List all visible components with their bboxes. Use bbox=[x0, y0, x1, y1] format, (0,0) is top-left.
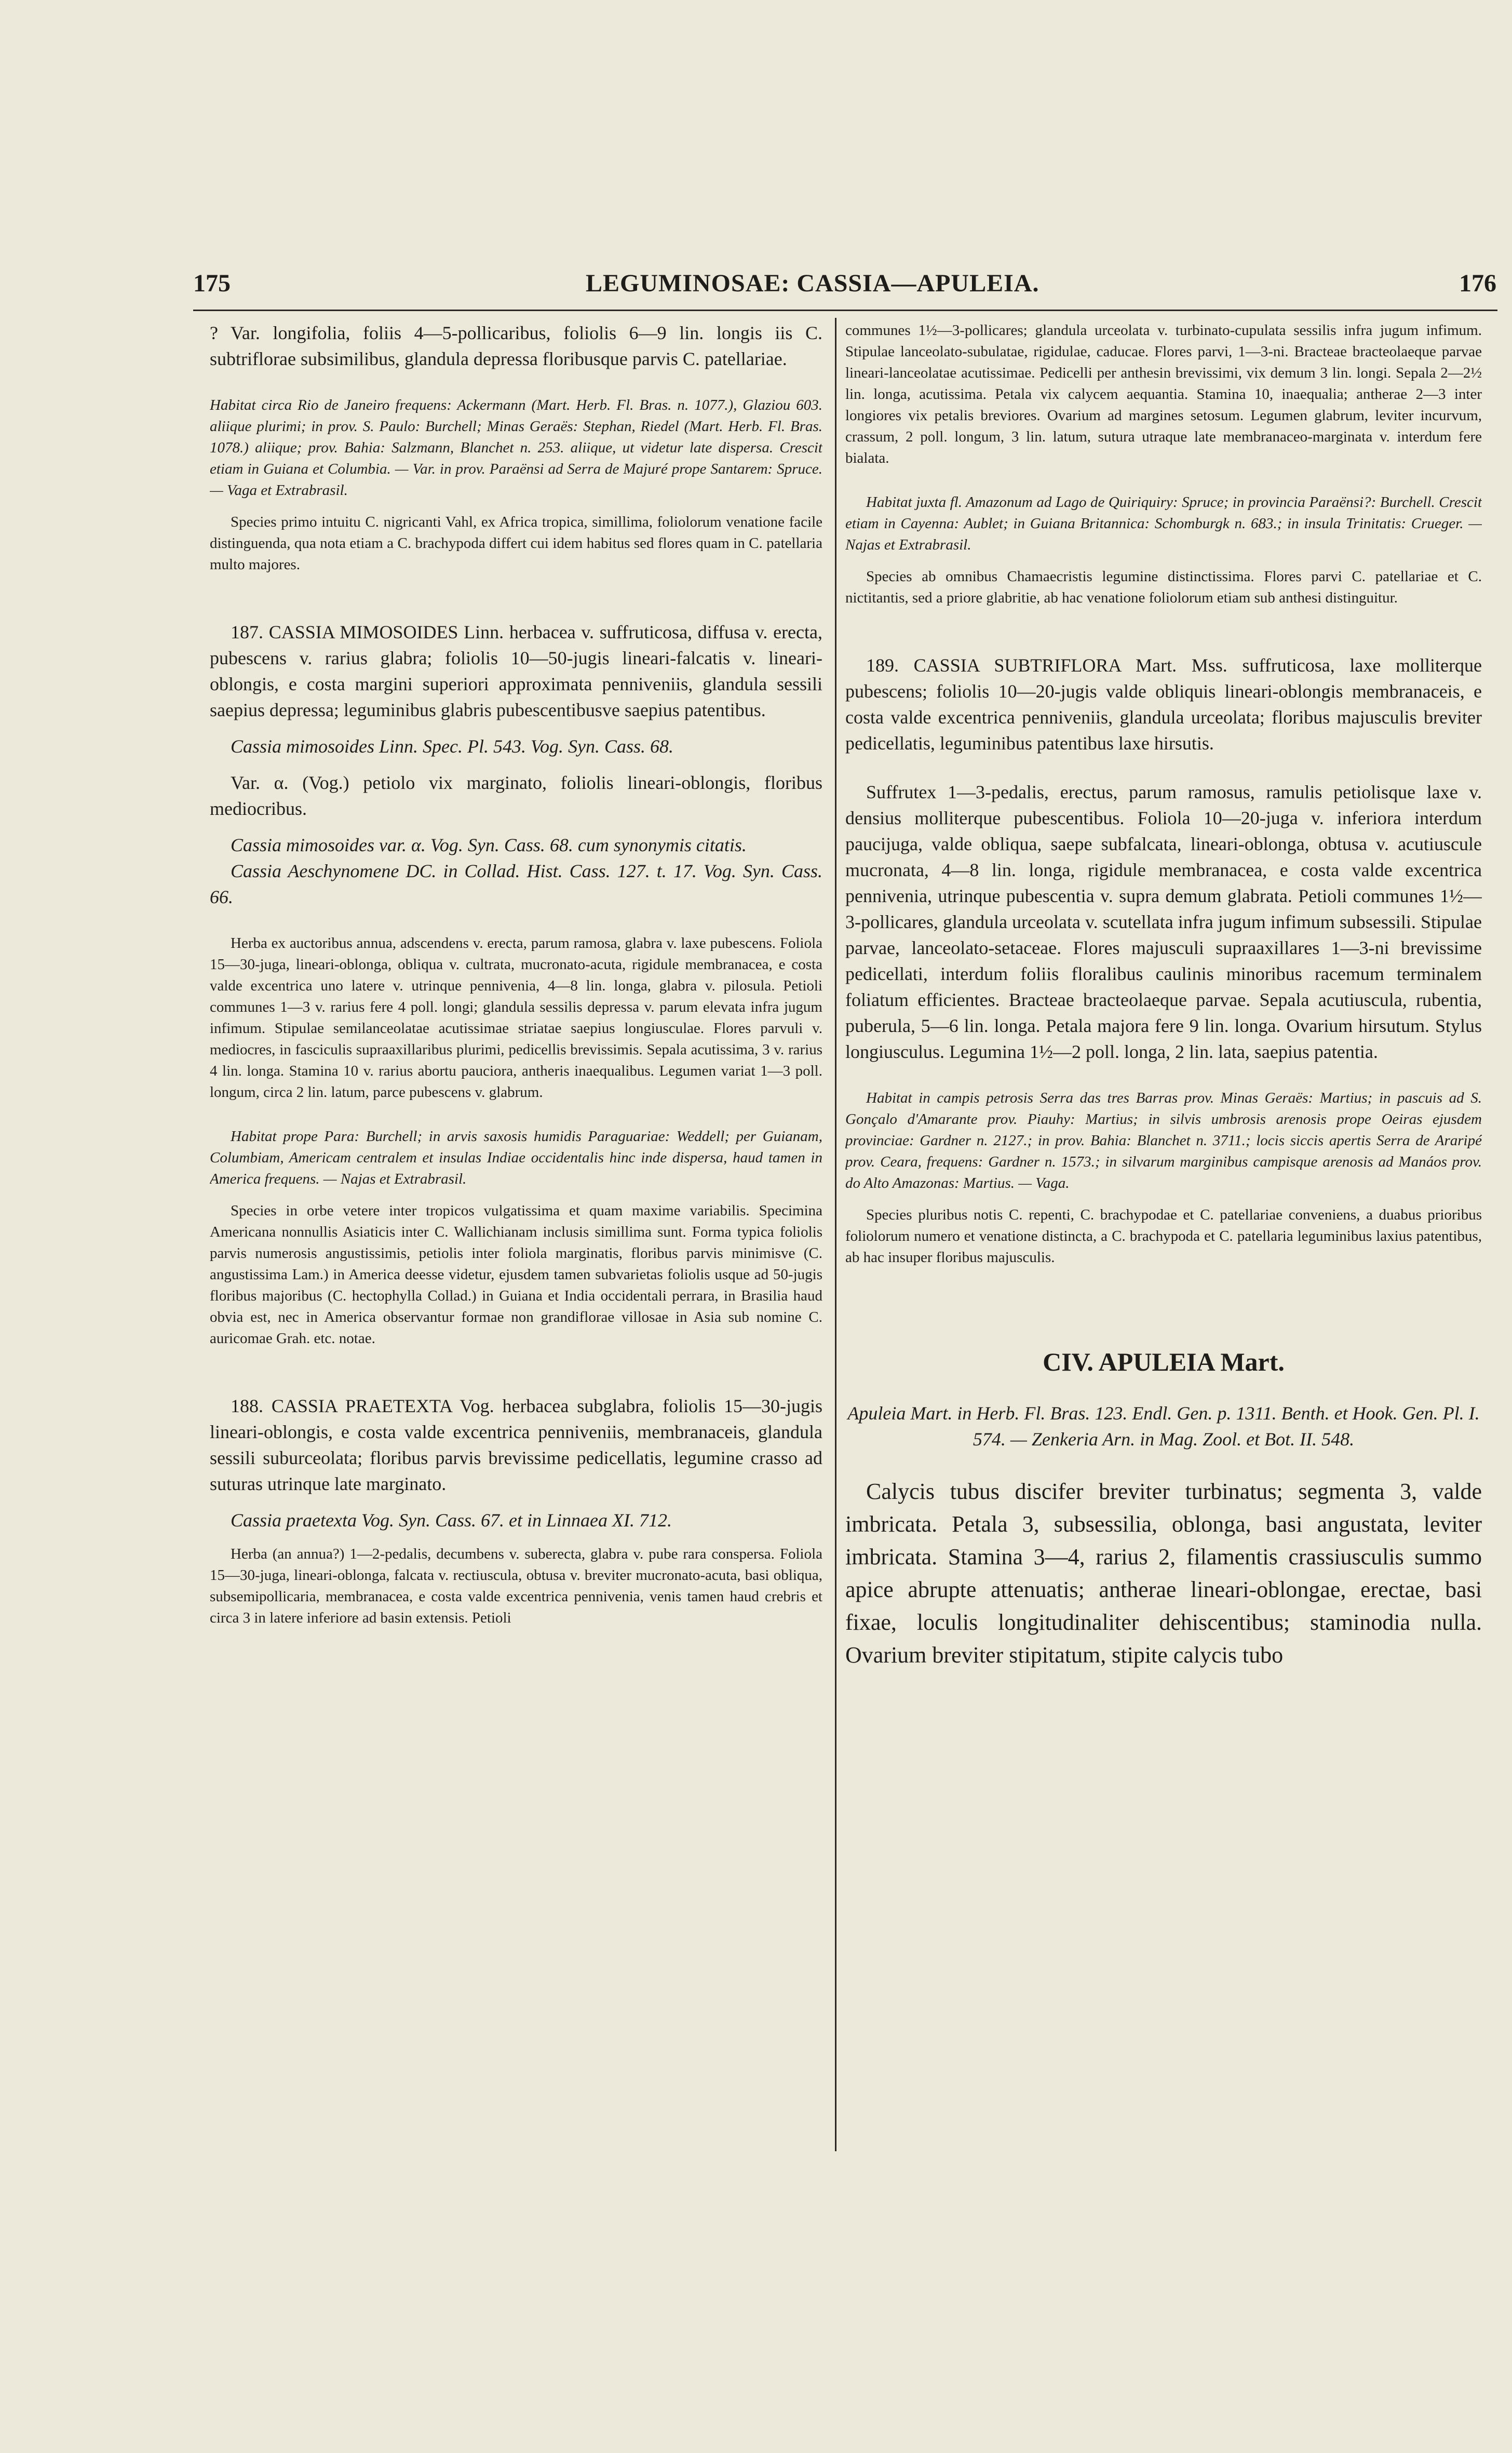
habitat-paragraph: Habitat prope Para: Burchell; in arvis saxosis humidis Paraguariae: Weddell; per Guianam, Columbiam, Americam centralem et insulas Indiae occidentalis hinc inde dispersa, haud tamen in America frequens. — Najas et Extrabrasil. bbox=[210, 1128, 822, 1187]
species-187-heading: 187. CASSIA MIMOSOIDES Linn. herbacea v. suffruticosa, diffusa v. erecta, pubescens v. rarius glabra; foliolis 10—50-jugis lineari-falcatis v. lineari-oblongis, e costa margini superiori approximata penniveniis, glandula sessili saepius depressa; leguminibus glabris pubescentibusve saepius patentibus. bbox=[210, 622, 822, 720]
variety-longifolia: ? Var. longifolia, foliis 4—5-pollicaribus, foliolis 6—9 lin. longis iis C. subtriflorae subsimilibus, glandula depressa floribusque parvis C. patellariae. bbox=[210, 323, 822, 369]
synonym-line: Cassia mimosoides Linn. Spec. Pl. 543. Vog. Syn. Cass. 68. bbox=[231, 736, 674, 757]
habitat-paragraph: Habitat in campis petrosis Serra das tres Barras prov. Minas Geraës: Martius; in pascuis ad S. Gonçalo d'Amarante prov. Piauhy: Martius; in silvis umbrosis arenosis prope Oeiras ejusdem provinciae: Gardner n. 2127.; in prov. Bahia: Blanchet n. 3711.; locis siccis apertis Serra de Araripé prov. Ceara, frequens: Gardner n. 1573.; in silvarum marginibus campisque arenosis ad Manáos prov. do Alto Amazonas: Martius. — Vaga. bbox=[845, 1090, 1482, 1191]
synonym-line: Cassia Aeschynomene DC. in Collad. Hist. Cass. 127. t. 17. Vog. Syn. Cass. 66. bbox=[210, 861, 822, 907]
note-paragraph: Species pluribus notis C. repenti, C. brachypodae et C. patellariae conveniens, a duabus prioribus foliolorum numero et venatione distincta, a C. brachypoda et C. patellaria leguminibus laxius patentibus, ab hac insuper floribus majusculis. bbox=[845, 1207, 1482, 1266]
column-divider bbox=[835, 318, 836, 2151]
synonym-line: Cassia praetexta Vog. Syn. Cass. 67. et in Linnaea XI. 712. bbox=[231, 1510, 672, 1531]
species-189-heading: 189. CASSIA SUBTRIFLORA Mart. Mss. suffruticosa, laxe molliterque pubescens; foliolis 10—20-jugis valde obliquis lineari-oblongis membranaceis, e costa valde excentrica penniveniis, glandula urceolata; floribus majusculis breviter pedicellatis, leguminibus patentibus laxe hirsutis. bbox=[845, 655, 1482, 754]
species-188-heading: 188. CASSIA PRAETEXTA Vog. herbacea subglabra, foliolis 15—30-jugis lineari-oblongis, e costa valde excentrica penniveniis, membranaceis, glandula sessili suburceolata; floribus parvis brevissime pedicellatis, legumine crasso ad suturas utrinque late marginato. bbox=[210, 1396, 822, 1494]
genus-description: Calycis tubus discifer breviter turbinatus; segmenta 3, valde imbricata. Petala 3, subsessilia, oblonga, basi angustata, leviter imbricata. Stamina 3—4, rarius 2, filamentis crassiusculis summo apice abrupte attenuatis; antherae lineari-oblongae, erectae, basi fixae, loculis longitudinaliter dehiscentibus; staminodia nulla. Ovarium breviter stipitatum, stipite calycis tubo bbox=[845, 1479, 1482, 1668]
page-number-left: 175 bbox=[193, 270, 231, 297]
genus-heading: CIV. APULEIA Mart. bbox=[1043, 1347, 1285, 1376]
description-paragraph: Suffrutex 1—3-pedalis, erectus, parum ramosus, ramulis petiolisque laxe v. densius molliterque pubescentibus. Foliola 10—20-juga v. inferiora interdum paucijuga, valde obliqua, saepe subfalcata, lineari-oblonga, obtusa v. acutiuscule mucronata, 4—8 lin. longa, rigidule membranacea, e costa valde excentrica pennivenia, utrinque pubescentia v. supra demum glabrata. Petioli communes 1½—3-pollicares, glandula urceolata v. scutellata infra jugum infimum subsessili. Stipulae parvae, lanceolato-setaceae. Flores majusculi supraaxillares 1—3-ni brevissime pedicellati, interdum foliis floralibus caulinis minoribus racemum terminalem foliatum efficientes. Bracteae bracteolaeque parvae. Sepala acutiuscula, rubentia, puberula, 5—6 lin. longa. Petala majora fere 9 lin. longa. Ovarium hirsutum. Stylus longiusculus. Legumina 1½—2 poll. longa, 2 lin. lata, saepius patentia. bbox=[845, 782, 1482, 1062]
synonym-line: Cassia mimosoides var. α. Vog. Syn. Cass. 68. cum synonymis citatis. bbox=[231, 835, 747, 855]
note-paragraph: Species primo intuitu C. nigricanti Vahl, ex Africa tropica, simillima, foliolorum venatione facile distinguenda, qua nota etiam a C. brachypoda differt cui idem habitus sed flores quam in C. patellaria multo majores. bbox=[210, 514, 822, 573]
page-number-right: 176 bbox=[1459, 270, 1496, 297]
habitat-paragraph: Habitat circa Rio de Janeiro frequens: Ackermann (Mart. Herb. Fl. Bras. n. 1077.), Glaziou 603. aliique plurimi; in prov. S. Paulo: Burchell; Minas Geraës: Stephan, Riedel (Mart. Herb. Fl. Bras. 1078.) aliique; prov. Bahia: Salzmann, Blanchet n. 253. aliique, ut videtur late dispersa. Crescit etiam in Guiana et Columbia. — Var. in prov. Paraënsi ad Serra de Majuré prope Santarem: Spruce. — Vaga et Extrabrasil. bbox=[210, 397, 822, 499]
note-paragraph: Species ab omnibus Chamaecristis legumine distinctissima. Flores parvi C. patellariae et C. nictitantis, sed a priore glabritie, ab hac venatione foliolorum etiam sub anthesi distinguitur. bbox=[845, 568, 1482, 606]
right-column bbox=[845, 320, 1482, 2148]
description-continued: communes 1½—3-pollicares; glandula urceolata v. turbinato-cupulata sessilis infra jugum infimum. Stipulae lanceolato-subulatae, rigidulae, caducae. Flores parvi, 1—3-ni. Bracteae bracteolaeque parvae lineari-lanceolatae acutissimae. Pedicelli per anthesin brevissimi, vix demum 3 lin. longi. Sepala 2—2½ lin. longa, acutissima. Petala vix calycem aequantia. Stamina 10, inaequalia; antherae 2—3 inter longiores vix petalis breviores. Ovarium ad margines setosum. Legumen glabrum, leviter incurvum, crassum, 2 poll. longum, 3 lin. latum, sutura utraque late membranaceo-marginata v. interdum fere bialata. bbox=[845, 322, 1482, 466]
header-rule bbox=[193, 310, 1497, 311]
description-paragraph: Herba (an annua?) 1—2-pedalis, decumbens v. suberecta, glabra v. pube rara conspersa. Foliola 15—30-juga, lineari-oblonga, falcata v. rectiuscula, obtusa v. breviter mucronato-acuta, basi obliqua, subsemipollicaria, membranacea, e costa valde excentrica pennivenia, venis tamen haud crebris et circa 3 in latere inferiore ad basin extensis. Petioli bbox=[210, 1546, 822, 1626]
habitat-paragraph: Habitat juxta fl. Amazonum ad Lago de Quiriquiry: Spruce; in provincia Paraënsi?: Burchell. Crescit etiam in Cayenna: Aublet; in Guiana Britannica: Schomburgk n. 683.; in insula Trinitatis: Crueger. — Najas et Extrabrasil. bbox=[845, 494, 1482, 553]
genus-synonyms: Apuleia Mart. in Herb. Fl. Bras. 123. Endl. Gen. p. 1311. Benth. et Hook. Gen. Pl. I. 574. — Zenkeria Arn. in Mag. Zool. et Bot. II. 548. bbox=[847, 1403, 1480, 1450]
left-column bbox=[210, 320, 822, 2148]
description-paragraph: Herba ex auctoribus annua, adscendens v. erecta, parum ramosa, glabra v. laxe pubescens. Foliola 15—30-juga, lineari-oblonga, obliqua v. cultrata, mucronato-acuta, rigidule membranacea, e costa valde excentrica uno latere v. utrinque pennivenia, 4—8 lin. longa, glabra v. pilosula. Petioli communes 1—3 v. rarius fere 4 poll. longi; glandula sessilis depressa v. parum elevata infra jugum infimum. Stipulae semilanceolatae acutissimae striatae saepius longiusculae. Flores parvuli v. mediocres, in fasciculis supraaxillaribus plurimi, pedicellis brevissimis. Sepala acutissima, 3 v. rarius 4 lin. longa. Stamina 10 v. rarius abortu pauciora, antheris inaequalibus. Legumen variat 1—3 poll. longum, circa 2 lin. latum, parce pubescens v. glabrum. bbox=[210, 935, 822, 1101]
variety-alpha: Var. α. (Vog.) petiolo vix marginato, foliolis lineari-oblongis, floribus mediocribus. bbox=[210, 772, 822, 819]
note-paragraph: Species in orbe vetere inter tropicos vulgatissima et quam maxime variabilis. Specimina Americana nonnullis Asiaticis inter C. Wallichianam inclusis simillima sunt. Forma typica foliolis parvis numerosis angustissimis, petiolis inter foliola marginatis, floribus parvis minimisve (C. angustissima Lam.) in America deesse videtur, ejusdem tamen subvarietas foliolis usque ad 50-jugis floribus majoribus (C. hectophylla Collad.) in Guiana et India occidentali perrara, in Brasilia haud obvia est, nec in America observantur formae non grandiflorae villosae in Asia sub nomine C. auricomae Grah. etc. notae. bbox=[210, 1202, 822, 1347]
running-title: LEGUMINOSAE: CASSIA—APULEIA. bbox=[586, 270, 1040, 297]
